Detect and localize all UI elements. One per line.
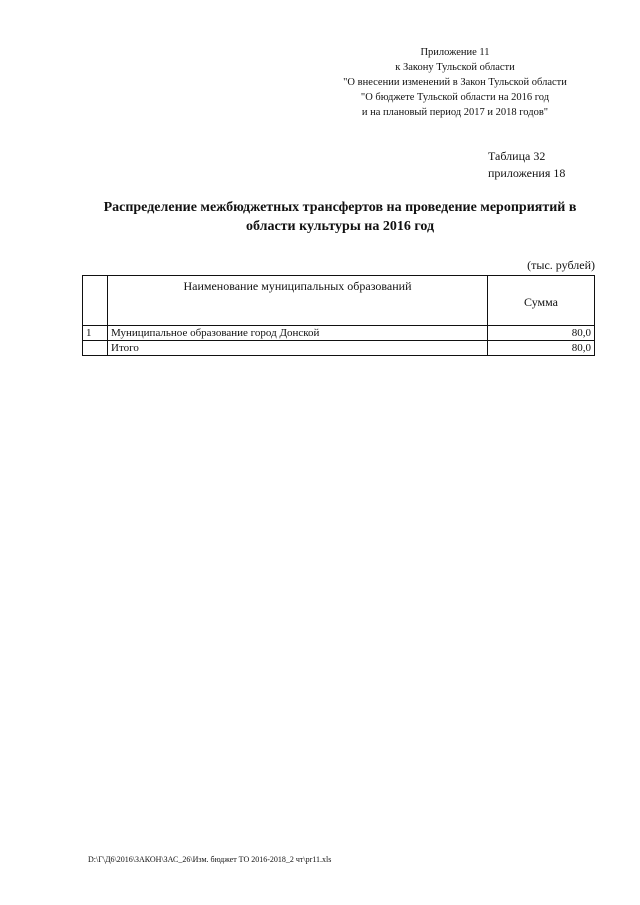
total-label: Итого xyxy=(108,341,488,356)
table-total-row xyxy=(83,341,595,356)
row-municipality-name: Муниципальное образование город Донской xyxy=(108,326,488,341)
title-line-2: области культуры на 2016 год xyxy=(245,219,435,234)
units-label: (тыс. рублей) xyxy=(527,258,595,272)
table-number: Таблица 32 xyxy=(488,149,546,163)
transfers-table xyxy=(82,275,595,356)
table-header-row xyxy=(83,276,595,326)
appendix-line-2: к Закону Тульской области xyxy=(395,62,515,73)
total-number-cell xyxy=(83,341,108,356)
appendix-line-3: "О внесении изменений в Закон Тульской области xyxy=(343,77,567,88)
appendix-number: приложения 18 xyxy=(488,166,566,180)
header-sum-cell: Сумма xyxy=(488,276,595,326)
file-path-footer: D:\Г\Д6\2016\ЗАКОН\ЗАС_26\Изм. бюджет ТО 2016-2018_2 чт\pr11.xls xyxy=(88,855,332,864)
row-sum: 80,0 xyxy=(488,326,595,341)
header-number-cell xyxy=(83,276,108,326)
document-title xyxy=(80,198,600,236)
title-line-1: Распределение межбюджетных трансфертов на проведение мероприятий в xyxy=(103,200,577,215)
header-name-cell: Наименование муниципальных образований xyxy=(108,276,488,326)
appendix-header xyxy=(300,45,610,120)
table-row xyxy=(83,326,595,341)
appendix-line-5: и на плановый период 2017 и 2018 годов" xyxy=(361,107,549,118)
total-sum: 80,0 xyxy=(488,341,595,356)
row-number: 1 xyxy=(83,326,108,341)
table-reference xyxy=(488,148,565,182)
appendix-line-1: Приложение 11 xyxy=(420,47,490,58)
appendix-line-4: "О бюджете Тульской области на 2016 год xyxy=(360,92,550,103)
